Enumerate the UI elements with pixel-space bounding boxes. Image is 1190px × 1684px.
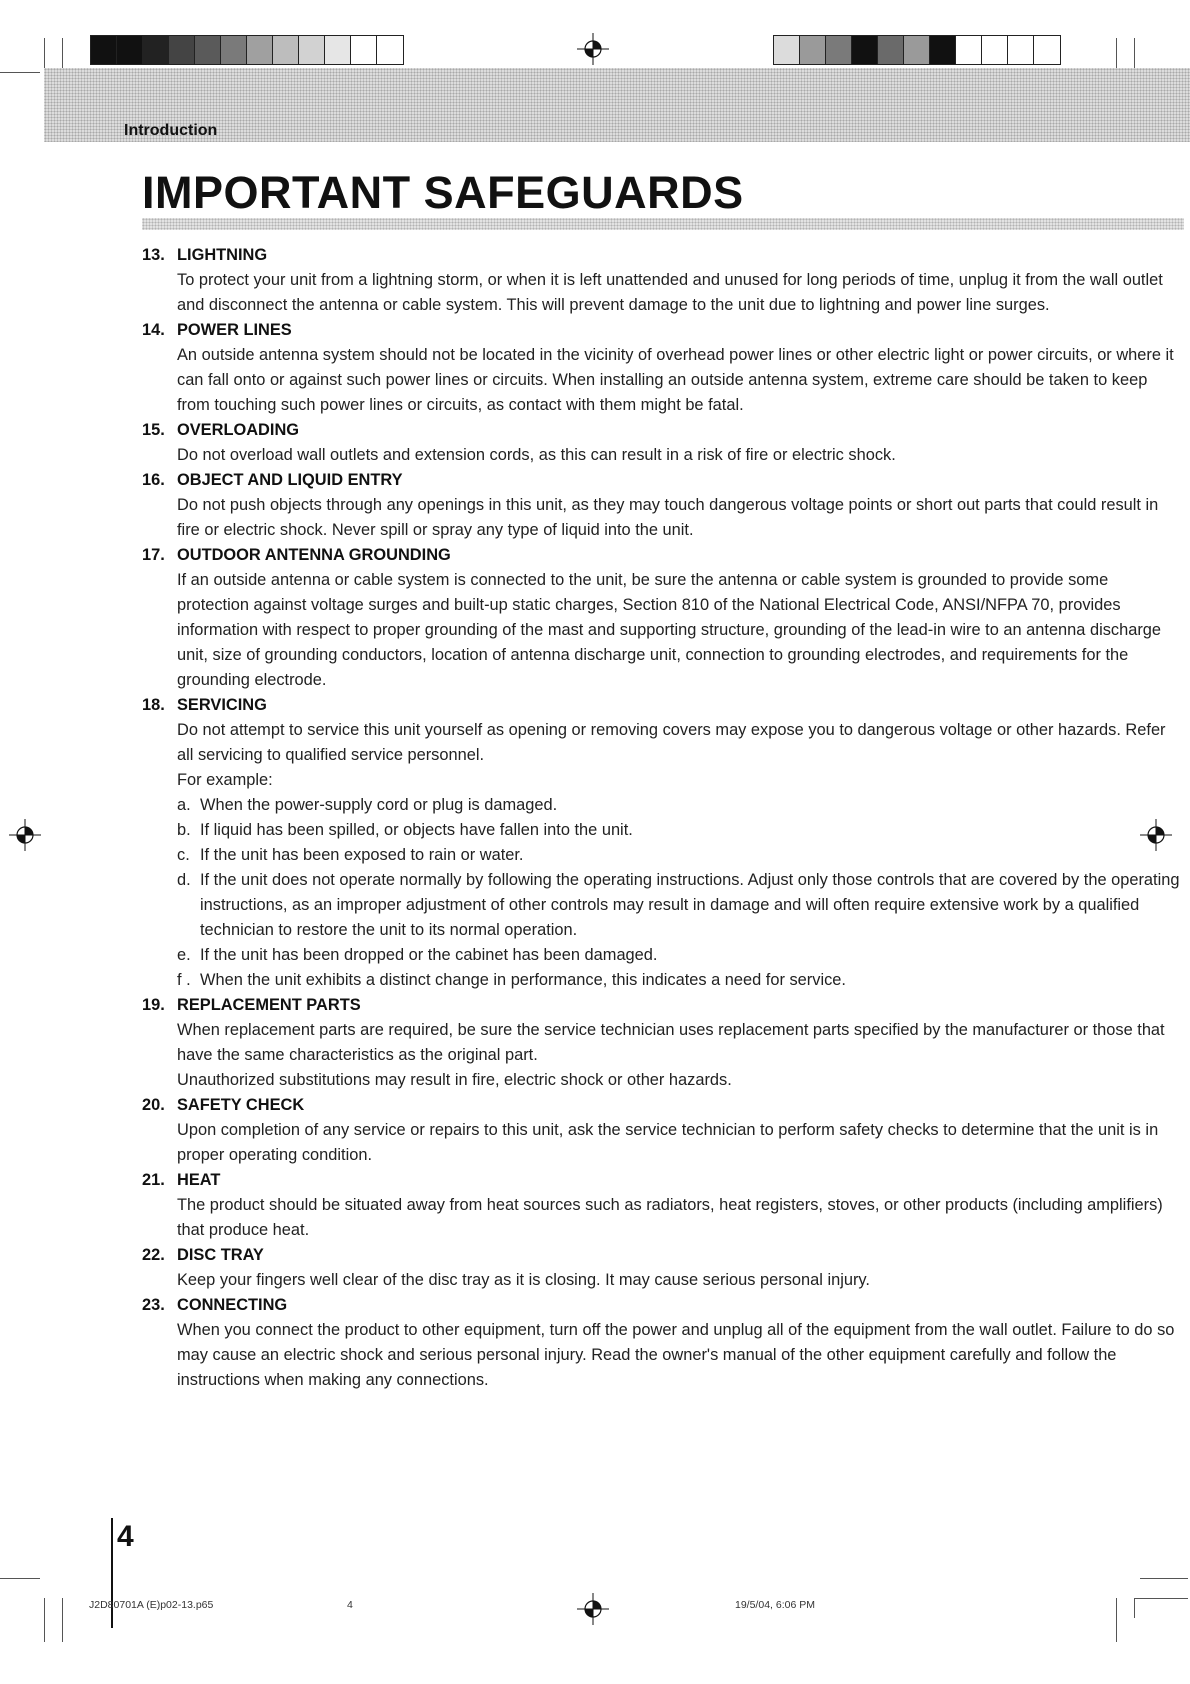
safeguard-body xyxy=(142,268,1182,318)
slug-page: 4 xyxy=(347,1599,353,1611)
safeguard-title: OBJECT AND LIQUID ENTRY xyxy=(177,471,403,489)
slug-date: 19/5/04, 6:06 PM xyxy=(735,1599,815,1611)
servicing-condition xyxy=(142,843,1182,868)
condition-letter: f . xyxy=(177,971,191,989)
safeguard-item xyxy=(142,993,1182,1093)
safeguard-item xyxy=(142,243,1182,318)
safeguard-number: 23. xyxy=(142,1296,165,1314)
crop-mark xyxy=(1134,1598,1188,1599)
condition-letter: c. xyxy=(177,846,190,864)
safeguard-body xyxy=(142,493,1182,543)
safeguard-paragraph: Keep your fingers well clear of the disc tray as it is closing. It may cause serious personal injury. xyxy=(177,1271,870,1289)
safeguard-heading xyxy=(142,468,1182,493)
color-swatch xyxy=(904,36,930,64)
safeguard-item xyxy=(142,418,1182,468)
safeguard-number: 21. xyxy=(142,1171,165,1189)
registration-mark-icon xyxy=(576,1592,610,1626)
crop-mark xyxy=(62,1598,63,1642)
crop-mark xyxy=(0,72,40,73)
safeguard-paragraph: When you connect the product to other equipment, turn off the power and unplug all of the equipment from the wall outlet. Failure to do so may cause an electric shock and serious personal injury. Read the owner's manual of the other equipment carefully and follow the instructions when making any connections. xyxy=(177,1321,1175,1389)
safeguard-paragraph: If an outside antenna or cable system is connected to the unit, be sure the antenna or cable system is grounded to provide some protection against voltage surges and built-up static charges, Section 810 of the National Electrical Code, ANSI/NFPA 70, provides information with respect to proper grounding of the mast and supporting structure, grounding of the lead-in wire to an antenna discharge unit, size of grounding conductors, location of antenna discharge unit, connection to grounding electrodes, and requirements for the grounding electrode. xyxy=(177,571,1162,689)
registration-mark-icon xyxy=(576,32,610,66)
color-swatch-strip-right xyxy=(773,35,1061,65)
color-swatch xyxy=(982,36,1008,64)
crop-mark xyxy=(0,1578,40,1579)
safeguard-body xyxy=(142,1318,1182,1393)
safeguard-number: 14. xyxy=(142,321,165,339)
safeguard-paragraph: Do not attempt to service this unit yourself as opening or removing covers may expose you to dangerous voltage or other hazards. Refer all servicing to qualified service personnel. xyxy=(177,721,1166,764)
color-swatch xyxy=(1034,36,1060,64)
safeguard-number: 13. xyxy=(142,246,165,264)
safeguard-body xyxy=(142,443,1182,468)
safeguards-list xyxy=(142,243,1182,1393)
safeguard-item xyxy=(142,318,1182,418)
condition-text: If the unit has been exposed to rain or water. xyxy=(200,846,524,864)
safeguard-number: 15. xyxy=(142,421,165,439)
section-label: Introduction xyxy=(124,122,218,139)
safeguard-body xyxy=(142,343,1182,418)
color-swatch xyxy=(325,36,351,64)
safeguard-title: LIGHTNING xyxy=(177,246,268,264)
color-swatch xyxy=(774,36,800,64)
safeguard-body xyxy=(142,568,1182,693)
condition-letter: d. xyxy=(177,871,191,889)
safeguard-title: SERVICING xyxy=(177,696,267,714)
crop-mark xyxy=(1134,1598,1135,1618)
condition-letter: e. xyxy=(177,946,191,964)
condition-text: If the unit does not operate normally by following the operating instructions. Adjust only those controls that are covered by the operating instructions, as an improper adjustment of other controls may result in damage and will often require extensive work by a qualified technician to restore the unit to its normal operation. xyxy=(200,871,1180,939)
safeguard-number: 20. xyxy=(142,1096,165,1114)
safeguard-heading xyxy=(142,243,1182,268)
safeguard-item xyxy=(142,543,1182,693)
safeguard-item xyxy=(142,1293,1182,1393)
safeguard-paragraph: To protect your unit from a lightning storm, or when it is left unattended and unused for long periods of time, unplug it from the wall outlet and disconnect the antenna or cable system. This will prevent damage to the unit due to lightning and power line surges. xyxy=(177,271,1163,314)
color-swatch xyxy=(143,36,169,64)
crop-mark xyxy=(1140,1578,1188,1579)
safeguard-paragraph: Do not overload wall outlets and extension cords, as this can result in a risk of fire or electric shock. xyxy=(177,446,896,464)
color-swatch xyxy=(930,36,956,64)
safeguard-number: 16. xyxy=(142,471,165,489)
color-swatch xyxy=(91,36,117,64)
safeguard-paragraph: Upon completion of any service or repairs to this unit, ask the service technician to perform safety checks to determine that the unit is in proper operating condition. xyxy=(177,1121,1159,1164)
safeguard-body xyxy=(142,1193,1182,1243)
safeguard-number: 18. xyxy=(142,696,165,714)
condition-text: If liquid has been spilled, or objects have fallen into the unit. xyxy=(200,821,633,839)
safeguard-body xyxy=(142,1118,1182,1168)
color-swatch xyxy=(221,36,247,64)
title-rule xyxy=(142,218,1184,230)
safeguard-paragraph: An outside antenna system should not be located in the vicinity of overhead power lines or other electric light or power circuits, or where it can fall onto or against such power lines or circuits. When installing an outside antenna system, extreme care should be taken to keep from touching such power lines or circuits, as contact with them might be fatal. xyxy=(177,346,1174,414)
color-swatch xyxy=(273,36,299,64)
servicing-condition xyxy=(142,818,1182,843)
safeguard-heading xyxy=(142,1168,1182,1193)
color-swatch xyxy=(878,36,904,64)
color-swatch xyxy=(800,36,826,64)
safeguard-heading xyxy=(142,993,1182,1018)
safeguard-title: REPLACEMENT PARTS xyxy=(177,996,361,1014)
color-swatch xyxy=(247,36,273,64)
safeguard-number: 19. xyxy=(142,996,165,1014)
safeguard-paragraph: The product should be situated away from heat sources such as radiators, heat registers, stoves, or other products (including amplifiers) that produce heat. xyxy=(177,1196,1163,1239)
safeguard-number: 17. xyxy=(142,546,165,564)
condition-letter: b. xyxy=(177,821,191,839)
safeguard-title: HEAT xyxy=(177,1171,221,1189)
safeguard-item xyxy=(142,1243,1182,1293)
color-swatch xyxy=(299,36,325,64)
safeguard-body xyxy=(142,1268,1182,1293)
safeguard-body xyxy=(142,1018,1182,1093)
color-swatch xyxy=(1008,36,1034,64)
safeguard-heading xyxy=(142,418,1182,443)
page-number: 4 xyxy=(117,1520,134,1553)
safeguard-title: POWER LINES xyxy=(177,321,292,339)
crop-mark xyxy=(1116,1598,1117,1642)
color-swatch xyxy=(169,36,195,64)
safeguard-body xyxy=(142,718,1182,793)
safeguard-heading xyxy=(142,1293,1182,1318)
condition-text: If the unit has been dropped or the cabinet has been damaged. xyxy=(200,946,658,964)
safeguard-item xyxy=(142,1168,1182,1243)
safeguard-paragraph: Do not push objects through any openings in this unit, as they may touch dangerous voltage points or short out parts that could result in fire or electric shock. Never spill or spray any type of liquid into the unit. xyxy=(177,496,1159,539)
registration-mark-icon xyxy=(8,818,42,852)
safeguard-item xyxy=(142,468,1182,543)
color-swatch xyxy=(351,36,377,64)
condition-text: When the unit exhibits a distinct change in performance, this indicates a need for service. xyxy=(200,971,846,989)
condition-letter: a. xyxy=(177,796,191,814)
safeguard-heading xyxy=(142,693,1182,718)
page-number-bar xyxy=(111,1518,113,1628)
color-swatch xyxy=(377,36,403,64)
safeguard-heading xyxy=(142,1093,1182,1118)
servicing-condition xyxy=(142,968,1182,993)
color-swatch xyxy=(852,36,878,64)
safeguard-number: 22. xyxy=(142,1246,165,1264)
safeguard-heading xyxy=(142,318,1182,343)
servicing-condition xyxy=(142,868,1182,943)
safeguard-title: OVERLOADING xyxy=(177,421,300,439)
safeguard-paragraph: For example: xyxy=(177,771,273,789)
servicing-condition xyxy=(142,943,1182,968)
color-swatch xyxy=(117,36,143,64)
servicing-condition xyxy=(142,793,1182,818)
color-swatch xyxy=(826,36,852,64)
color-swatch xyxy=(956,36,982,64)
color-swatch xyxy=(195,36,221,64)
safeguard-paragraph: Unauthorized substitutions may result in fire, electric shock or other hazards. xyxy=(177,1071,732,1089)
safeguard-paragraph: When replacement parts are required, be sure the service technician uses replacement parts specified by the manufacturer or those that have the same characteristics as the original part. xyxy=(177,1021,1165,1064)
safeguard-item xyxy=(142,693,1182,993)
safeguard-heading xyxy=(142,543,1182,568)
safeguard-item xyxy=(142,1093,1182,1168)
color-swatch-strip-left xyxy=(90,35,404,65)
safeguard-title: SAFETY CHECK xyxy=(177,1096,305,1114)
safeguard-title: DISC TRAY xyxy=(177,1246,264,1264)
page-title: IMPORTANT SAFEGUARDS xyxy=(142,167,744,218)
slug-file-name: J2D80701A (E)p02-13.p65 xyxy=(89,1599,214,1611)
safeguard-title: OUTDOOR ANTENNA GROUNDING xyxy=(177,546,451,564)
condition-text: When the power-supply cord or plug is damaged. xyxy=(200,796,558,814)
safeguard-title: CONNECTING xyxy=(177,1296,288,1314)
safeguard-heading xyxy=(142,1243,1182,1268)
crop-mark xyxy=(44,1598,45,1642)
